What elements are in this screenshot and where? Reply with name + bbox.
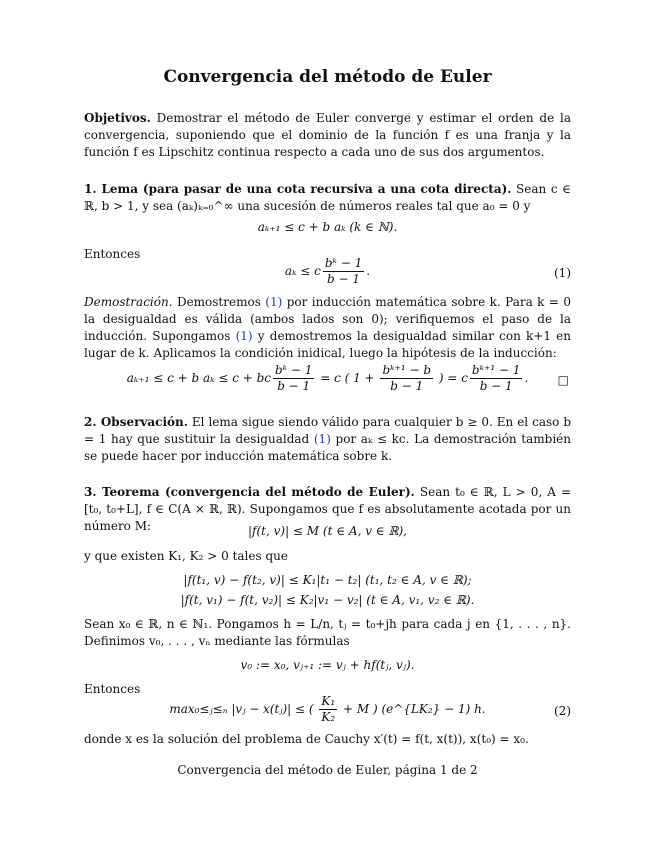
bound-numerator: bᵏ − 1	[324, 256, 363, 270]
theorem-then: Entonces	[84, 682, 141, 696]
chain-part-b: = c ( 1 +	[316, 371, 379, 385]
chain-den-1: b − 1	[277, 379, 311, 393]
theorem-exist: y que existen K₁, K₂ > 0 tales que	[84, 549, 288, 563]
equation-number-2: (2)	[554, 704, 571, 718]
bound-denominator: b − 1	[327, 272, 361, 286]
remark-text-b: por aₖ ≤ kc. La demostración también se puede hacer por inducción matemática sobre k.	[84, 432, 571, 463]
ref-eq-1b[interactable]: (1)	[235, 329, 253, 343]
proof-text-a: Demostremos	[172, 295, 266, 309]
theorem-setup: Sean x₀ ∈ ℝ, n ∈ ℕ₁. Pongamos h = L/n, tⱼ = t₀+jh para cada j en {1, . . . , n}. Definimos v₀, . . . , vₙ mediante las fórmulas	[84, 617, 571, 648]
theorem-where: donde x es la solución del problema de Cauchy x′(t) = f(t, x(t)), x(t₀) = x₀.	[84, 732, 529, 746]
estimate-den: K₂	[321, 710, 336, 724]
ref-eq-1c[interactable]: (1)	[313, 432, 331, 446]
chain-fraction-3	[470, 363, 523, 394]
proof-text-b: por inducción matemática sobre k. Para k = 0 la desigualdad es válida (ambos lados son 0); verifiquemos el paso de la inducción. Supongamos	[84, 295, 571, 343]
proof-chain-equation	[84, 363, 571, 394]
objectives-text: Demostrar el método de Euler converge y estimar el orden de la convergencia, suponiendo que el dominio de la función f es una franja y la función f es Lipschitz continua respecto a cada uno de sus dos argumentos.	[84, 111, 571, 159]
chain-den-3: b − 1	[479, 379, 513, 393]
page-footer: Convergencia del método de Euler, página 1 de 2	[177, 763, 478, 777]
lemma-intro	[84, 181, 571, 215]
bound-fraction	[323, 256, 364, 287]
chain-part-a: aₖ₊₁ ≤ c + b aₖ ≤ c + bc	[126, 371, 271, 385]
chain-num-3: bᵏ⁺¹ − 1	[471, 363, 521, 377]
remark-heading: 2. Observación.	[84, 415, 188, 429]
lemma-heading: 1. Lema (para pasar de una cota recursiva a una cota directa).	[84, 182, 512, 196]
proof-text-c: y demostremos la desigualdad similar con k+1 en lugar de k. Aplicamos la condición inidical, luego la hipótesis de la inducción:	[84, 329, 571, 360]
equation-number-1: (1)	[554, 266, 571, 280]
chain-part-d: .	[524, 371, 529, 385]
estimate-fraction	[319, 694, 337, 725]
lemma-bound-equation	[84, 256, 571, 287]
lemma-then: Entonces	[84, 247, 141, 261]
euler-scheme-equation: v₀ := x₀, vⱼ₊₁ := vⱼ + hf(tⱼ, vⱼ).	[240, 658, 415, 672]
proof-paragraph	[84, 294, 571, 362]
theorem-intro: Sean t₀ ∈ ℝ, L > 0, A = [t₀, t₀+L], f ∈ C(A × ℝ, ℝ). Supongamos que f es absolutamente acotada por un número M:	[84, 485, 572, 533]
lipschitz-t-equation: |f(t₁, v) − f(t₂, v)| ≤ K₁|t₁ − t₂| (t₁, t₂ ∈ A, v ∈ ℝ);	[183, 573, 472, 587]
theorem-bounded-equation: |f(t, v)| ≤ M (t ∈ A, v ∈ ℝ),	[248, 524, 407, 538]
chain-part-c: ) = c	[435, 371, 468, 385]
bound-tail: .	[366, 264, 371, 278]
chain-fraction-1	[273, 363, 314, 394]
estimate-num: K₁	[321, 694, 336, 708]
lemma-recursion: aₖ₊₁ ≤ c + b aₖ (k ∈ ℕ).	[257, 220, 398, 234]
lipschitz-v-equation: |f(t, v₁) − f(t, v₂)| ≤ K₂|v₁ − v₂| (t ∈ A, v₁, v₂ ∈ ℝ).	[180, 593, 475, 607]
estimate-lhs: max₀≤ⱼ≤ₙ |vⱼ − x(tⱼ)| ≤ (	[169, 702, 318, 716]
chain-num-2: bᵏ⁺¹ − b	[382, 363, 432, 377]
objectives-label: Objetivos.	[84, 111, 151, 125]
chain-fraction-2	[380, 363, 433, 394]
proof-label: Demostración.	[84, 295, 173, 309]
remark-text-a: El lema sigue siendo válido para cualquier b ≥ 0. En el caso b = 1 hay que sustituir la desigualdad	[84, 415, 571, 446]
bound-lhs: aₖ ≤ c	[284, 264, 321, 278]
chain-num-1: bᵏ − 1	[275, 363, 313, 377]
page-title: Convergencia del método de Euler	[163, 67, 492, 87]
ref-eq-1[interactable]: (1)	[265, 295, 283, 309]
error-estimate-equation	[84, 694, 571, 725]
chain-den-2: b − 1	[390, 379, 424, 393]
lemma-intro-text: Sean c ∈ ℝ, b > 1, y sea (aₖ)ₖ₌₀^∞ una sucesión de números reales tal que a₀ = 0 y	[84, 182, 571, 213]
theorem-heading: 3. Teorema (convergencia del método de Euler).	[84, 485, 415, 499]
remark-paragraph	[84, 414, 571, 465]
objectives-paragraph	[84, 110, 571, 161]
qed-symbol: □	[557, 373, 569, 387]
estimate-rhs: + M ) (e^{LK₂} − 1) h.	[339, 702, 486, 716]
